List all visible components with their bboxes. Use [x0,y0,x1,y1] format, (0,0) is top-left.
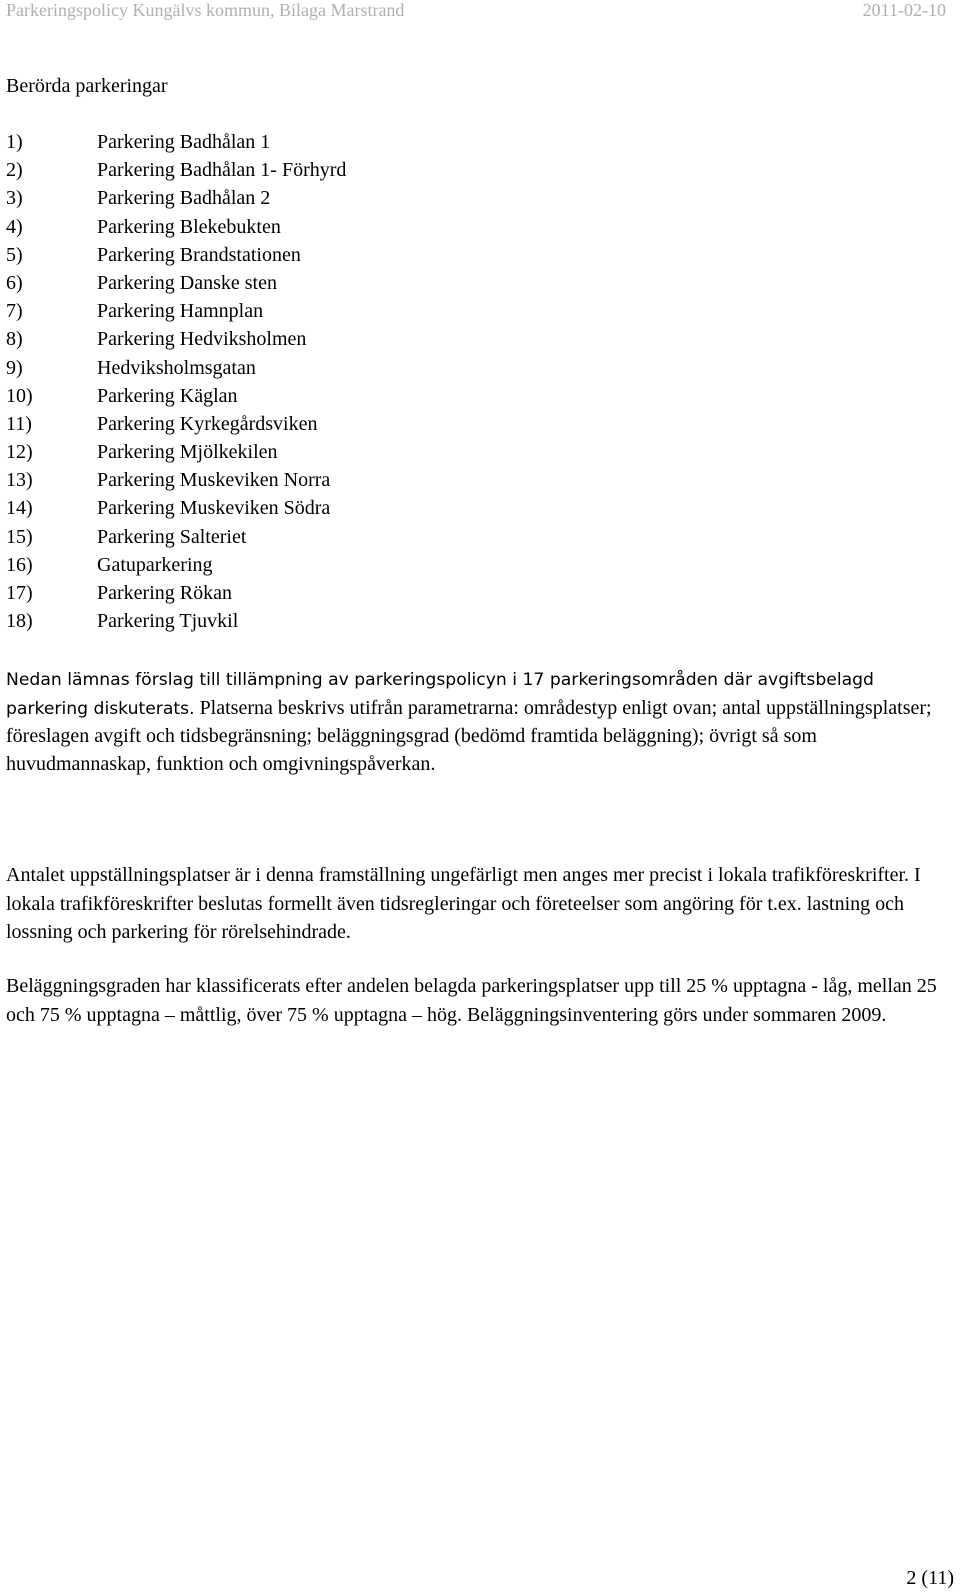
parking-list-number: 10) [6,384,33,407]
parking-list-name: Parkering Rökan [97,582,232,604]
parking-list-item [6,325,346,353]
parking-list-number: 6) [6,271,23,294]
parking-list-number: 15) [6,525,33,548]
paragraph-proposal-sans: Nedan lämnas förslag till tillämpning av parkeringspolicyn i 17 parkeringsområden där avgiftsbelagd parkering diskuterats. [6,670,874,719]
parking-list-item [6,579,346,607]
paragraph-occupancy: Beläggningsgraden har klassificerats efter andelen belagda parkeringsplatser upp till 25 % upptagna - låg, mellan 25 och 75 % upptagna – måttlig, över 75 % upptagna – hög. Beläggningsinventering görs under sommaren 2009. [6,975,937,1026]
parking-list-number: 3) [6,187,23,210]
parking-list-name: Parkering Brandstationen [97,243,301,266]
parking-list-name: Parkering Hamnplan [97,300,264,323]
parking-list-number: 8) [6,328,23,351]
parking-list-name: Parkering Salteriet [97,525,247,548]
parking-list-item [6,184,346,212]
parking-list-number: 13) [6,469,33,492]
parking-list [6,128,346,635]
parking-list-number: 5) [6,243,23,266]
parking-list-item [6,156,346,184]
parking-list-name: Parkering Käglan [97,384,238,407]
parking-list-item [6,128,346,156]
parking-list-name: Parkering Mjölkekilen [97,441,278,464]
parking-list-name: Parkering Danske sten [97,271,277,294]
paragraph-parking-spaces: Antalet uppställningsplatser är i denna framställning ungefärligt men anges mer precist i lokala trafikföreskrifter. I lokala trafikföreskrifter beslutas formellt även tidsregleringar och företeelser som angöring för t.ex. lastning och lossning och parkering för rörelsehindrade. [6,864,921,944]
parking-list-number: 14) [6,497,33,520]
parking-list-number: 18) [6,610,33,633]
parking-list-number: 1) [6,131,23,153]
parking-list-name: Parkering Hedviksholmen [97,328,307,351]
parking-list-name: Parkering Blekebukten [97,215,281,238]
parking-list-number: 17) [6,582,33,604]
section-heading: Berörda parkeringar [6,75,168,97]
parking-list-name: Parkering Tjuvkil [97,610,239,633]
parking-list-number: 11) [6,412,32,435]
document-date: 2011-02-10 [862,0,946,20]
document-title: Parkeringspolicy Kungälvs kommun, Bilaga Marstrand [6,0,405,20]
parking-list-name: Parkering Muskeviken Södra [97,497,331,520]
parking-list-name: Parkering Badhålan 1- Förhyrd [97,159,347,182]
parking-list-item [6,241,346,269]
parking-list-item [6,213,346,241]
parking-list-item [6,297,346,325]
parking-list-item [6,382,346,410]
parking-list-name: Gatuparkering [97,553,213,576]
parking-list-name: Hedviksholmsgatan [97,356,256,379]
parking-list-item [6,523,346,551]
parking-list-number: 4) [6,215,23,238]
parking-list-item [6,269,346,297]
parking-list-name: Parkering Badhålan 1 [97,131,271,153]
parking-list-name: Parkering Kyrkegårdsviken [97,412,318,435]
page-number: 2 (11) [906,1567,954,1589]
parking-list-item [6,466,346,494]
parking-list-name: Parkering Muskeviken Norra [97,469,331,492]
parking-list-item [6,410,346,438]
parking-list-item [6,438,346,466]
parking-list-name: Parkering Badhålan 2 [97,187,271,210]
parking-list-number: 7) [6,300,23,323]
parking-list-number: 2) [6,159,23,182]
parking-list-item [6,551,346,579]
parking-list-number: 12) [6,441,33,464]
paragraph-proposal-serif: Platserna beskrivs utifrån parametrarna: områdestyp enligt ovan; antal uppställningsplatser; föreslagen avgift och tidsbegränsning; beläggningsgrad (bedömd framtida beläggning); övrigt så som huvudmannaskap, funktion och omgivningspåverkan. [6,696,932,775]
parking-list-number: 16) [6,553,33,576]
parking-list-number: 9) [6,356,23,379]
parking-list-item [6,607,346,635]
parking-list-item [6,354,346,382]
page-header [6,0,946,22]
paragraph-proposal [6,666,954,778]
parking-list-item [6,494,346,522]
